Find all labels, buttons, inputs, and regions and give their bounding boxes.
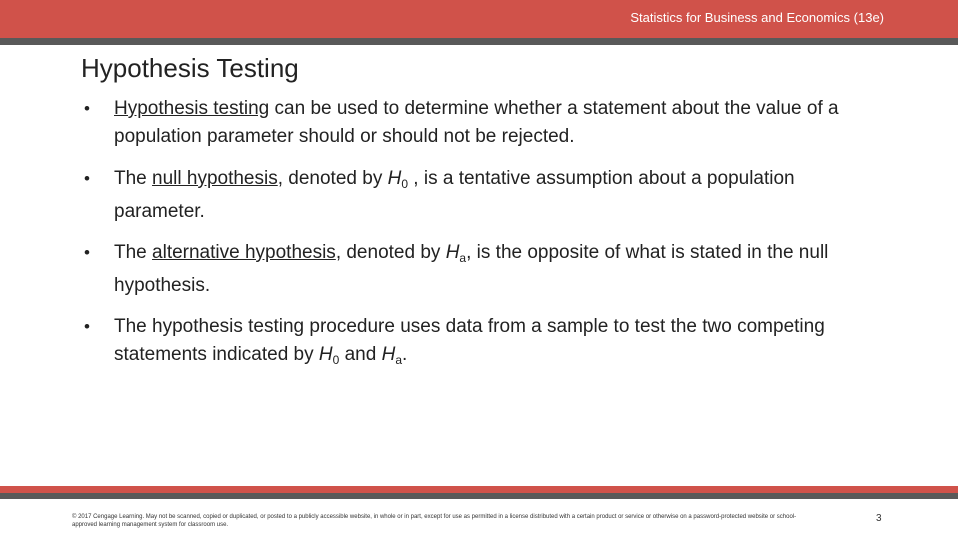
page-number: 3 <box>876 513 882 524</box>
bullet-item <box>84 239 884 300</box>
bullet-mid: , denoted by <box>277 168 388 189</box>
subscript-0: 0 <box>332 353 340 367</box>
bullet-dot-icon: • <box>84 99 90 118</box>
footer-band <box>0 486 958 493</box>
header-divider <box>0 38 958 45</box>
slide-title: Hypothesis Testing <box>81 53 299 83</box>
term-alternative-hypothesis: alternative hypothesis <box>152 242 336 263</box>
bullet-text: can be used to determine whether a statement about the value of a population parameter should or should not be rejected. <box>114 98 839 147</box>
footer-divider <box>0 493 958 499</box>
term-null-hypothesis: null hypothesis <box>152 168 278 189</box>
symbol-h: H <box>381 344 396 365</box>
bullet-mid: and <box>339 344 382 365</box>
bullet-tail: , is the opposite of what is stated in the null hypothesis. <box>114 242 829 296</box>
bullet-dot-icon: • <box>84 243 90 262</box>
header-band <box>0 0 958 38</box>
bullet-lead: The hypothesis testing procedure uses data from a sample to test the two competing statements indicated by <box>114 316 825 365</box>
bullet-item <box>84 313 884 374</box>
copyright-notice: © 2017 Cengage Learning. May not be scanned, copied or duplicated, or posted to a publicly accessible website, in whole or in part, except for use as permitted in a license distributed with a certain product or service or otherwise on a password-protected website or school-approved learning management system for classroom use. <box>72 514 797 528</box>
bullet-dot-icon: • <box>84 169 90 188</box>
bullet-item <box>84 165 884 226</box>
bullet-list <box>84 95 884 374</box>
term-hypothesis-testing: Hypothesis testing <box>114 98 270 119</box>
subscript-a: a <box>395 353 402 367</box>
subscript-a: a <box>459 251 467 265</box>
bullet-tail: , is a tentative assumption about a population parameter. <box>114 168 795 222</box>
bullet-item <box>84 95 884 151</box>
symbol-h: H <box>318 344 333 365</box>
bullet-dot-icon: • <box>84 317 90 336</box>
bullet-lead: The <box>114 168 153 189</box>
symbol-h: H <box>387 168 402 189</box>
bullet-tail: . <box>402 344 408 365</box>
symbol-h: H <box>445 242 460 263</box>
bullet-mid: , denoted by <box>335 242 446 263</box>
book-title: Statistics for Business and Economics (13e) <box>630 10 884 25</box>
subscript-0: 0 <box>401 177 409 191</box>
bullet-lead: The <box>114 242 153 263</box>
